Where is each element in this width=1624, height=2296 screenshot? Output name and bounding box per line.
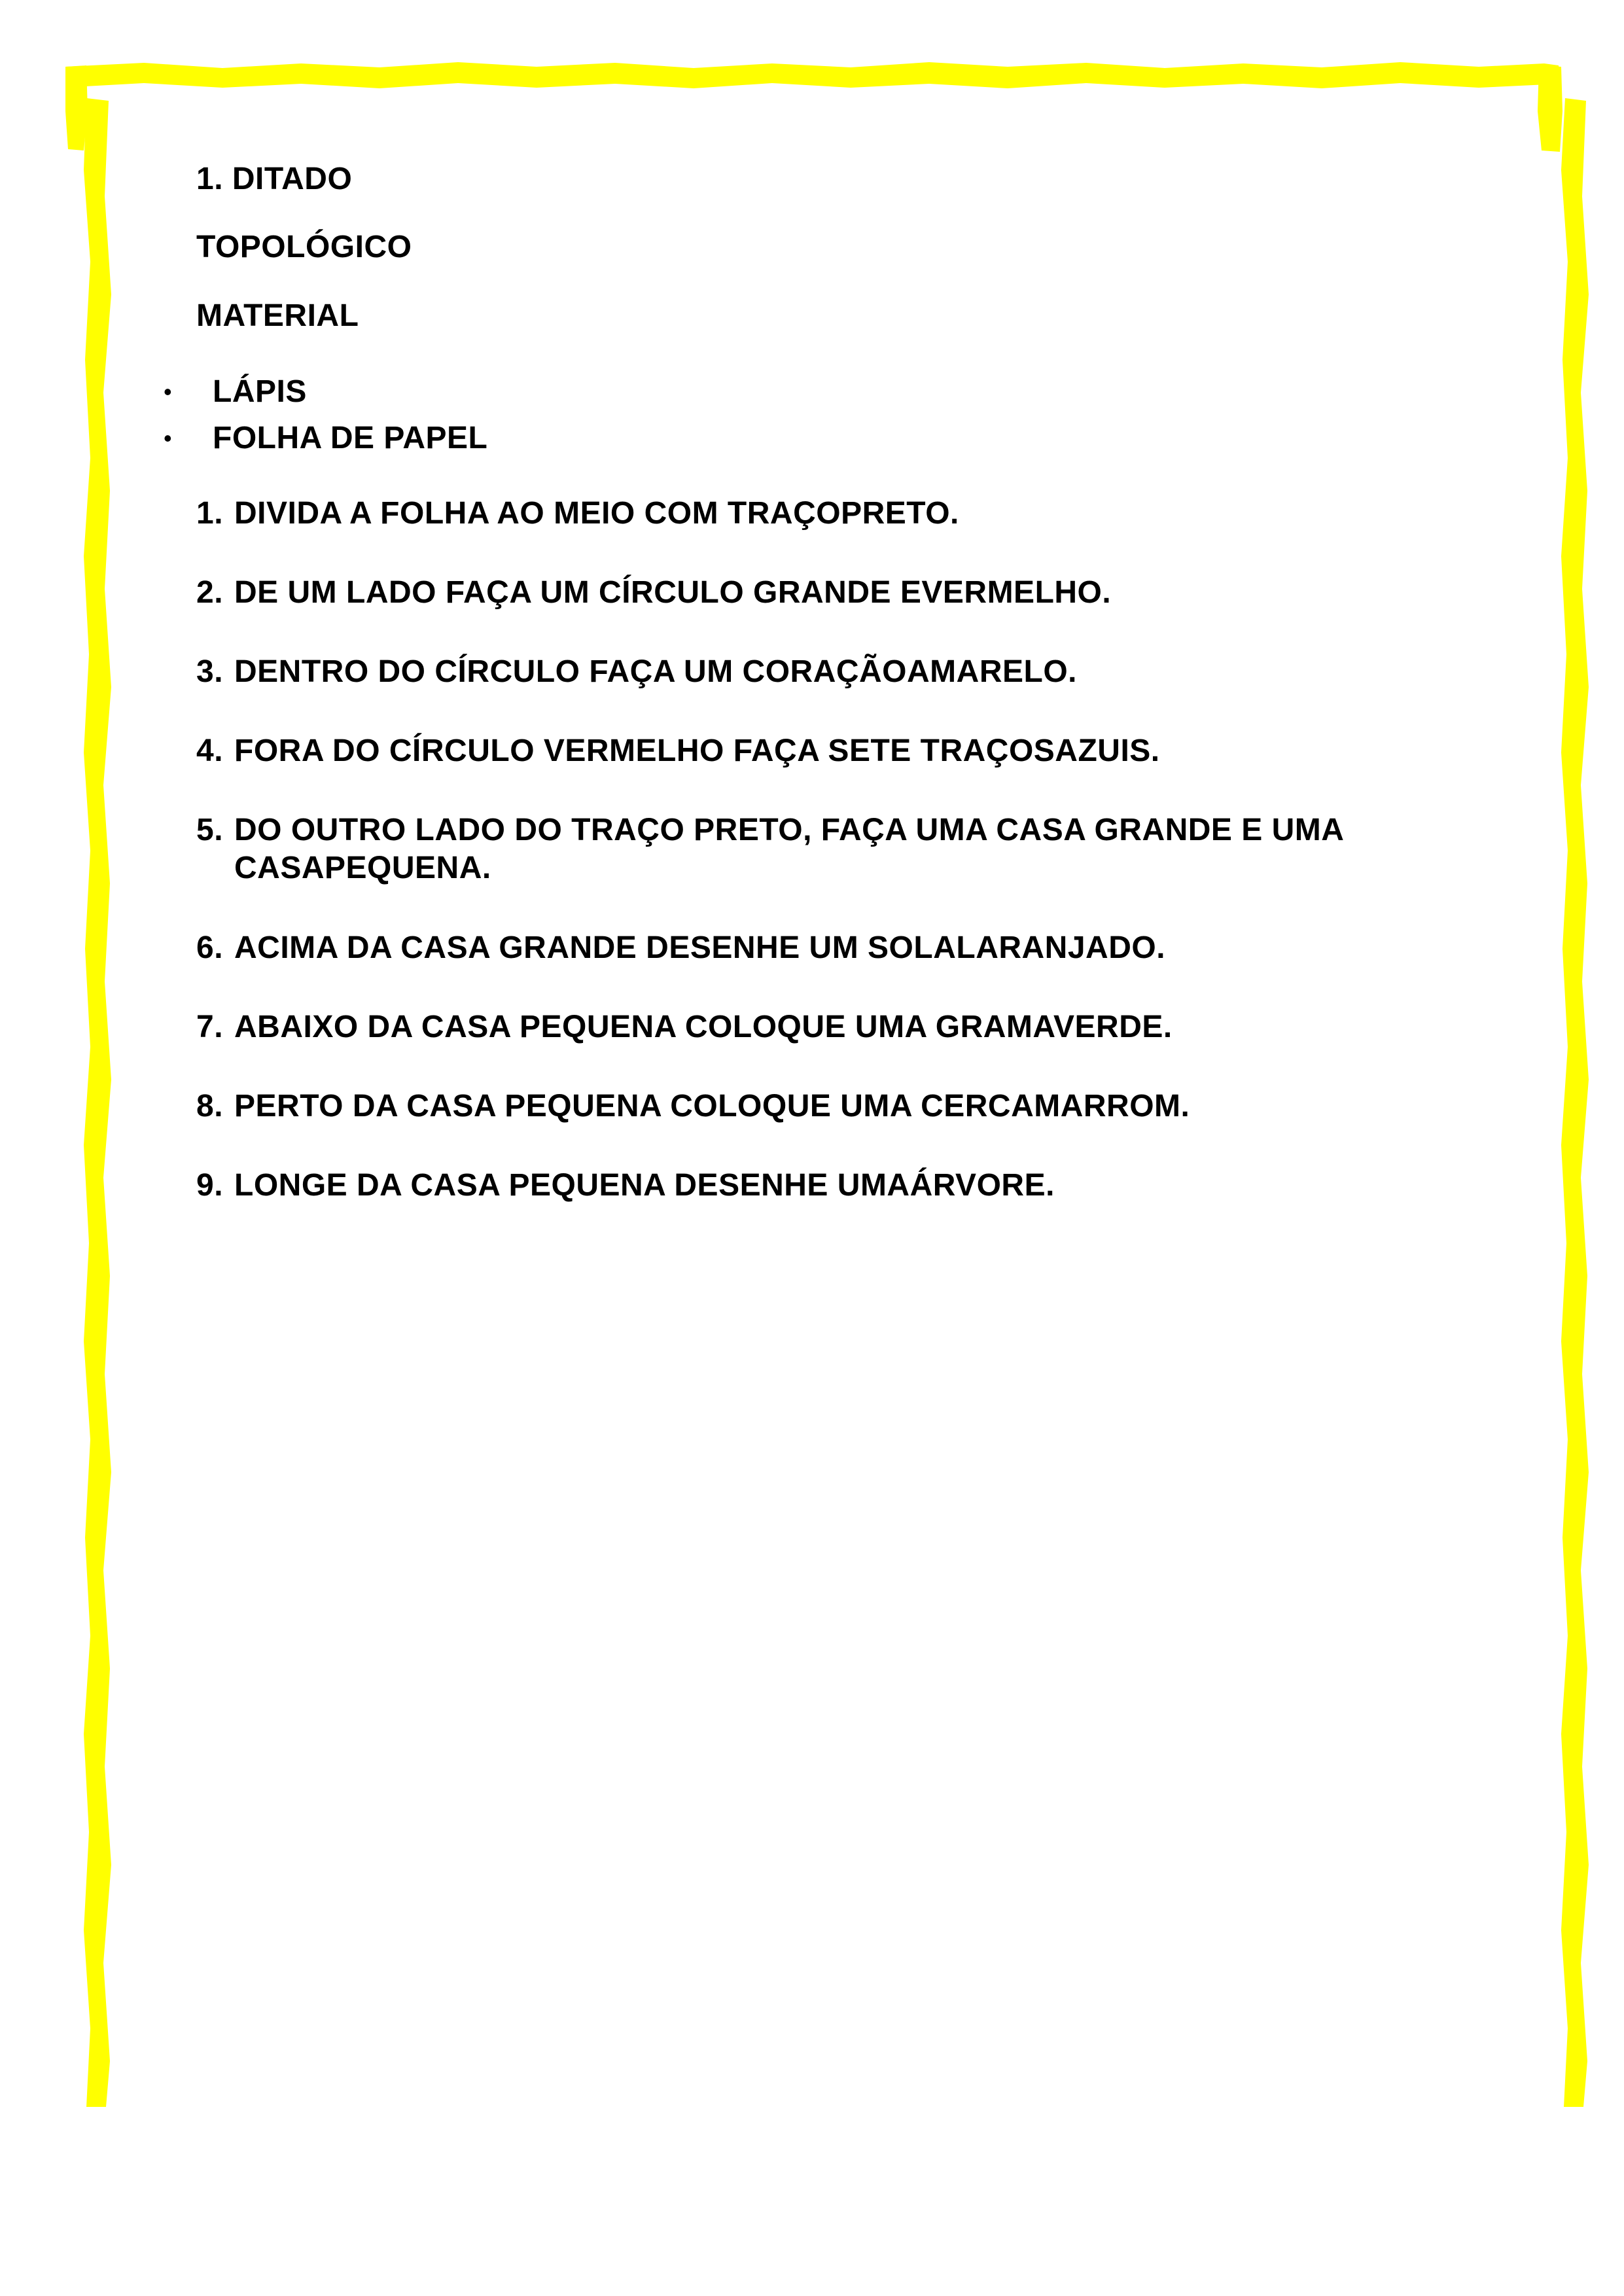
heading-subtitle: TOPOLÓGICO	[196, 230, 412, 264]
step-number: 1.	[196, 496, 224, 531]
step-6	[196, 929, 1477, 967]
step-text: FORA DO CÍRCULO VERMELHO FAÇA SETE TRAÇOSAZUIS.	[234, 733, 1160, 768]
step-text: DE UM LADO FAÇA UM CÍRCULO GRANDE EVERMELHO.	[234, 575, 1112, 610]
step-8	[196, 1087, 1477, 1125]
step-number: 9.	[196, 1168, 224, 1203]
step-text: DO OUTRO LADO DO TRAÇO PRETO, FAÇA UMA CASA GRANDE E UMA CASAPEQUENA.	[234, 813, 1343, 885]
step-text: LONGE DA CASA PEQUENA DESENHE UMAÁRVORE.	[234, 1168, 1055, 1203]
step-text: ABAIXO DA CASA PEQUENA COLOQUE UMA GRAMAVERDE.	[234, 1010, 1173, 1044]
bullet-icon: •	[164, 378, 173, 405]
step-1	[196, 495, 1477, 533]
bullet-icon: •	[164, 425, 173, 451]
step-5	[196, 811, 1477, 887]
heading-title: DITADO	[232, 162, 353, 196]
step-9	[196, 1167, 1477, 1205]
step-4	[196, 732, 1477, 770]
step-text: DIVIDA A FOLHA AO MEIO COM TRAÇOPRETO.	[234, 496, 959, 531]
material-label: MATERIAL	[196, 298, 359, 333]
step-number: 4.	[196, 733, 224, 768]
step-text: PERTO DA CASA PEQUENA COLOQUE UMA CERCAMARROM.	[234, 1089, 1190, 1123]
step-number: 8.	[196, 1089, 224, 1123]
step-3	[196, 653, 1477, 691]
step-text: ACIMA DA CASA GRANDE DESENHE UM SOLALARANJADO.	[234, 930, 1166, 965]
step-number: 7.	[196, 1010, 224, 1044]
step-number: 3.	[196, 654, 224, 689]
material-item-label: FOLHA DE PAPEL	[213, 421, 488, 455]
step-text: DENTRO DO CÍRCULO FAÇA UM CORAÇÃOAMARELO.	[234, 654, 1077, 689]
step-number: 6.	[196, 930, 224, 965]
heading-number: 1.	[196, 162, 224, 196]
step-7	[196, 1008, 1477, 1046]
material-item-label: LÁPIS	[213, 374, 307, 409]
heading-title-line	[196, 160, 352, 198]
step-number: 5.	[196, 813, 224, 847]
step-2	[196, 574, 1477, 612]
step-number: 2.	[196, 575, 224, 610]
